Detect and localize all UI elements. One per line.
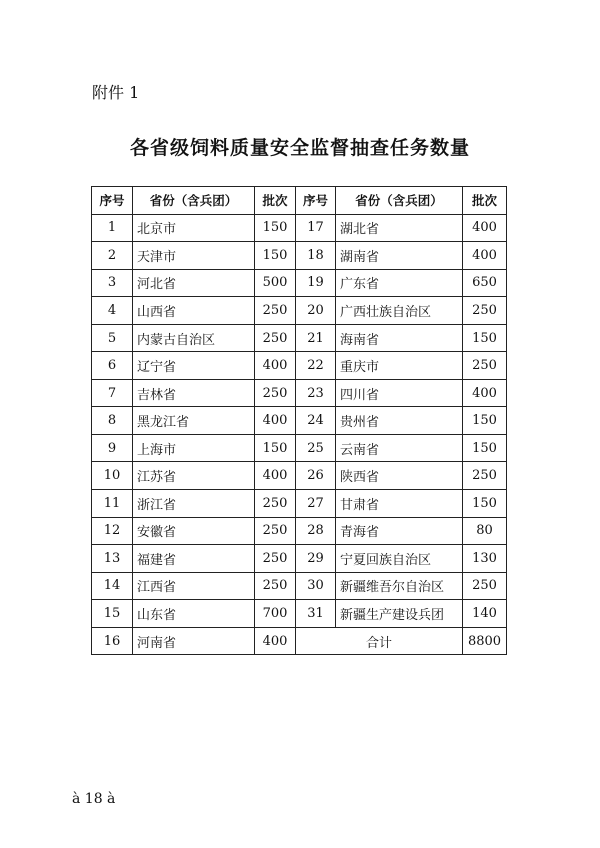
table-row [92,490,507,518]
header-province-left: 省份（含兵团） [133,187,255,215]
total-row [92,627,507,655]
batches-cell: 150 [255,214,296,242]
province-cell: 河北省 [133,269,255,297]
table-row [92,434,507,462]
seq-cell: 10 [92,462,133,490]
seq-cell: 5 [92,324,133,352]
seq-cell: 28 [296,517,336,545]
province-cell: 黑龙江省 [133,407,255,435]
table-body [92,214,507,627]
batches-cell: 150 [463,490,507,518]
seq-cell: 18 [296,242,336,270]
province-cell: 青海省 [336,517,463,545]
province-cell: 湖南省 [336,242,463,270]
seq-cell: 7 [92,379,133,407]
batches-cell: 150 [255,242,296,270]
seq-cell: 4 [92,297,133,325]
province-cell: 山西省 [133,297,255,325]
seq-cell: 3 [92,269,133,297]
province-cell: 甘肃省 [336,490,463,518]
table-row [92,462,507,490]
province-cell: 新疆生产建设兵团 [336,600,463,628]
seq-cell: 15 [92,600,133,628]
seq-cell: 23 [296,379,336,407]
table-row [92,572,507,600]
header-seq-left: 序号 [92,187,133,215]
batches-cell: 250 [255,490,296,518]
batches-cell: 150 [255,434,296,462]
batches-cell: 150 [463,407,507,435]
province-cell: 上海市 [133,434,255,462]
batches-cell: 150 [463,324,507,352]
seq-cell: 2 [92,242,133,270]
province-cell: 天津市 [133,242,255,270]
batches-cell: 130 [463,545,507,573]
province-cell: 宁夏回族自治区 [336,545,463,573]
seq-cell: 20 [296,297,336,325]
total-value: 8800 [463,627,507,655]
table-row [92,379,507,407]
province-cell: 广东省 [336,269,463,297]
seq-cell: 27 [296,490,336,518]
batches-cell: 250 [463,572,507,600]
table-row [92,242,507,270]
seq-cell: 8 [92,407,133,435]
seq-cell: 13 [92,545,133,573]
batches-cell: 400 [255,352,296,380]
table-row [92,407,507,435]
seq-cell: 12 [92,517,133,545]
table-row [92,297,507,325]
seq-cell: 26 [296,462,336,490]
seq-cell: 30 [296,572,336,600]
province-cell: 内蒙古自治区 [133,324,255,352]
province-cell: 广西壮族自治区 [336,297,463,325]
page-number: à 18 à [72,791,116,807]
seq-cell: 17 [296,214,336,242]
table-row [92,214,507,242]
province-cell: 福建省 [133,545,255,573]
batches-cell: 250 [463,462,507,490]
seq-cell: 16 [92,627,133,655]
batches-cell: 250 [463,352,507,380]
quota-table [91,186,507,655]
batches-cell: 400 [255,462,296,490]
batches-cell: 500 [255,269,296,297]
seq-cell: 29 [296,545,336,573]
header-seq-right: 序号 [296,187,336,215]
seq-cell: 25 [296,434,336,462]
batches-cell: 400 [463,214,507,242]
batches-cell: 250 [255,379,296,407]
province-cell: 云南省 [336,434,463,462]
province-cell: 新疆维吾尔自治区 [336,572,463,600]
table-row [92,517,507,545]
seq-cell: 21 [296,324,336,352]
batches-cell: 400 [463,379,507,407]
batches-cell: 140 [463,600,507,628]
attachment-label: 附件 1 [92,83,140,102]
province-cell: 浙江省 [133,490,255,518]
batches-cell: 250 [255,324,296,352]
seq-cell: 24 [296,407,336,435]
document-title: 各省级饲料质量安全监督抽查任务数量 [129,137,470,159]
seq-cell: 9 [92,434,133,462]
seq-cell: 1 [92,214,133,242]
table-row [92,545,507,573]
province-cell: 北京市 [133,214,255,242]
total-label: 合计 [296,627,463,655]
batches-cell: 150 [463,434,507,462]
province-cell: 江西省 [133,572,255,600]
batches-cell: 80 [463,517,507,545]
seq-cell: 11 [92,490,133,518]
seq-cell: 31 [296,600,336,628]
table-header-row [92,187,507,215]
province-cell: 吉林省 [133,379,255,407]
table-row [92,269,507,297]
province-cell: 陕西省 [336,462,463,490]
batches-cell: 650 [463,269,507,297]
province-cell: 重庆市 [336,352,463,380]
province-cell: 湖北省 [336,214,463,242]
batches-cell: 250 [255,572,296,600]
header-batches-left: 批次 [255,187,296,215]
table-row [92,352,507,380]
table-row [92,324,507,352]
seq-cell: 19 [296,269,336,297]
batches-cell: 400 [255,627,296,655]
province-cell: 河南省 [133,627,255,655]
province-cell: 海南省 [336,324,463,352]
province-cell: 江苏省 [133,462,255,490]
seq-cell: 14 [92,572,133,600]
seq-cell: 6 [92,352,133,380]
province-cell: 山东省 [133,600,255,628]
header-batches-right: 批次 [463,187,507,215]
batches-cell: 250 [255,297,296,325]
batches-cell: 250 [463,297,507,325]
province-cell: 安徽省 [133,517,255,545]
province-cell: 四川省 [336,379,463,407]
batches-cell: 400 [463,242,507,270]
batches-cell: 400 [255,407,296,435]
province-cell: 贵州省 [336,407,463,435]
batches-cell: 250 [255,517,296,545]
table-row [92,600,507,628]
province-cell: 辽宁省 [133,352,255,380]
batches-cell: 700 [255,600,296,628]
header-province-right: 省份（含兵团） [336,187,463,215]
seq-cell: 22 [296,352,336,380]
batches-cell: 250 [255,545,296,573]
